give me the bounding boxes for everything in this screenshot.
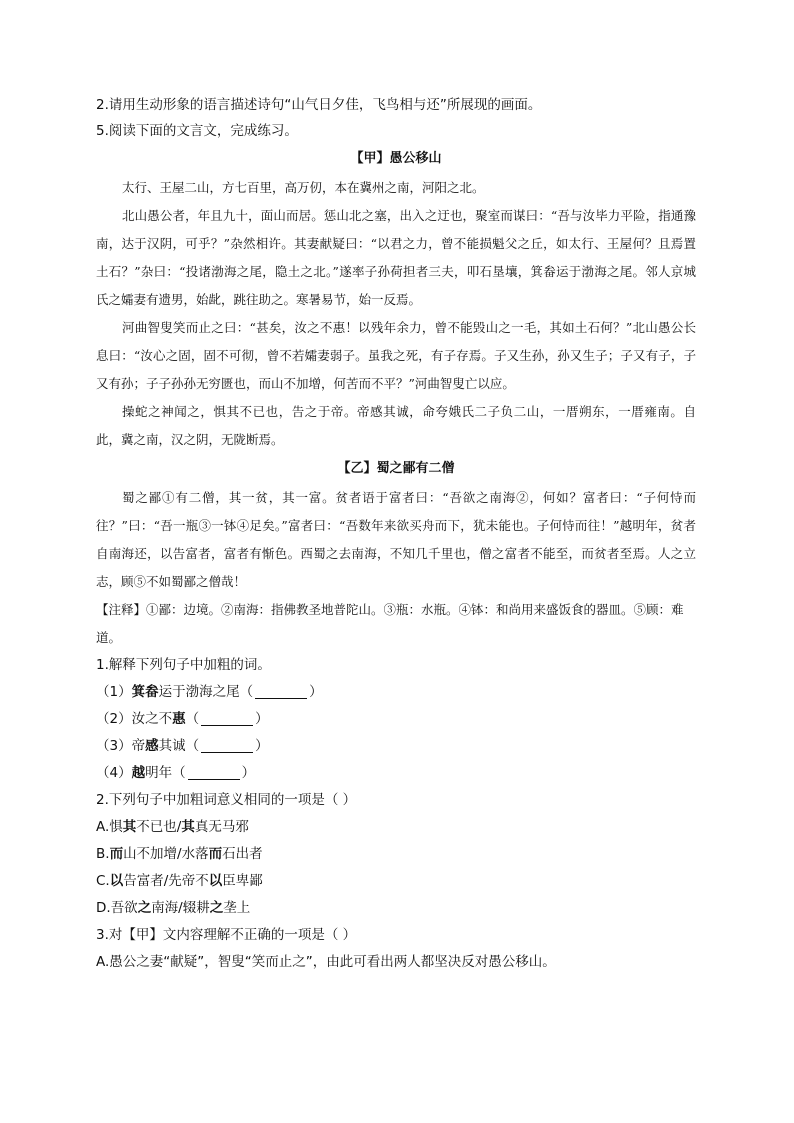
option-label: D. bbox=[96, 900, 111, 916]
question-5-heading: 5.阅读下面的文言文，完成练习。 bbox=[96, 123, 298, 139]
q1-item-text: 其诚（ bbox=[158, 738, 200, 754]
option-label: C. bbox=[96, 873, 110, 889]
q1-item-number: （3） bbox=[96, 738, 132, 754]
q1-item-text: 运于渤海之尾（ bbox=[158, 684, 254, 700]
q1-item-number: （1） bbox=[96, 684, 132, 700]
bold-word: 而 bbox=[208, 846, 223, 862]
q1-item-close: ） bbox=[255, 738, 269, 754]
q1-item-number: （2） bbox=[96, 711, 132, 727]
option-text: 山不加增/水落 bbox=[123, 846, 209, 862]
option-label: B. bbox=[96, 846, 110, 862]
q1-item bbox=[96, 733, 696, 760]
q1-item-pre: 帝 bbox=[131, 738, 146, 754]
q2-option-c[interactable] bbox=[96, 868, 696, 895]
q1-bold-word: 箕畚 bbox=[131, 684, 159, 700]
passage-a-title: 【甲】愚公移山 bbox=[350, 151, 442, 166]
q1-item-number: （4） bbox=[96, 765, 132, 781]
bold-word: 其 bbox=[181, 819, 195, 835]
q1-item bbox=[96, 760, 696, 787]
q1-item bbox=[96, 706, 696, 733]
option-text: 惧 bbox=[109, 819, 123, 835]
q2-option-b[interactable] bbox=[96, 841, 696, 868]
passage-a-paragraph: 太行、王屋二山，方七百里，高万仞，本在冀州之南，河阳之北。 bbox=[122, 180, 485, 195]
question-2-poem: 2.请用生动形象的语言描述诗句“山气日夕佳，飞鸟相与还”所展现的画面。 bbox=[96, 97, 542, 113]
q1-item-close: ） bbox=[255, 711, 269, 727]
bold-word: 之 bbox=[137, 900, 152, 916]
option-text: 不已也/ bbox=[136, 819, 182, 835]
q1-item-text: （ bbox=[185, 711, 200, 727]
q2-option-d[interactable] bbox=[96, 895, 696, 922]
q1-item-close: ） bbox=[309, 684, 323, 700]
q1-bold-word: 感 bbox=[145, 738, 159, 754]
q3-option-a[interactable]: A.愚公之妻“献疑”，智叟“笑而止之”，由此可看出两人都坚决反对愚公移山。 bbox=[96, 954, 556, 970]
q1-bold-word: 越 bbox=[131, 765, 146, 781]
bold-word: 而 bbox=[109, 846, 124, 862]
q1-item-text: 明年（ bbox=[145, 765, 186, 781]
answer-blank[interactable] bbox=[188, 767, 240, 780]
q1-item bbox=[96, 679, 696, 706]
passage-b-paragraph: 蜀之鄙①有二僧，其一贫，其一富。贫者语于富者曰：“吾欲之南海②，何如？富者曰：“子何恃而往？”曰：“吾一瓶③一钵④足矣。”富者曰：“吾数年来欲买舟而下，犹未能也。子何恃而往！”越明年，贫者自南海还，以告富者，富者有惭色。西蜀之去南海，不知几千里也，僧之富者不能至，而贫者至焉。人之立志，顾⑤不如蜀鄙之僧哉！ bbox=[96, 490, 696, 589]
q2-option-a[interactable] bbox=[96, 814, 696, 841]
option-text: 石出者 bbox=[222, 846, 263, 862]
option-text: 吾欲 bbox=[110, 900, 138, 916]
passage-a-paragraph: 操蛇之神闻之，惧其不已也，告之于帝。帝感其诚，命夸娥氏二子负二山，一厝朔东，一厝雍南。自此，冀之南，汉之阴，无陇断焉。 bbox=[96, 404, 696, 447]
passage-b-title: 【乙】蜀之鄙有二僧 bbox=[337, 461, 455, 476]
passage-a-paragraph: 北山愚公者，年且九十，面山而居。惩山北之塞，出入之迂也，聚室而谋曰：“吾与汝毕力平险，指通豫南，达于汉阴，可乎？”杂然相许。其妻献疑曰：“以君之力，曾不能损魁父之丘，如太行、王屋何？且焉置土石？”杂曰：“投诸渤海之尾，隐土之北。”遂率子孙荷担者三夫，叩石垦壤，箕畚运于渤海之尾。邻人京城氏之孀妻有遗男，始龀，跳往助之。寒暑易节，始一反焉。 bbox=[96, 208, 696, 307]
passage-b-notes: 【注释】①鄙：边境。②南海：指佛教圣地普陀山。③瓶：水瓶。④钵：和尚用来盛饭食的器皿。⑤顾：难道。 bbox=[96, 602, 684, 645]
q1-bold-word: 惠 bbox=[172, 711, 186, 727]
q1-item-close: ） bbox=[241, 765, 256, 781]
answer-blank[interactable] bbox=[255, 686, 307, 699]
option-text: 臣卑鄙 bbox=[222, 873, 263, 889]
bold-word: 以 bbox=[208, 873, 223, 889]
q3-stem: 3.对【甲】文内容理解不正确的一项是（ ） bbox=[96, 927, 357, 943]
answer-blank[interactable] bbox=[201, 740, 253, 753]
option-label: A. bbox=[96, 819, 110, 835]
option-text: 垄上 bbox=[223, 900, 251, 916]
option-text: 告富者/先帝不 bbox=[123, 873, 209, 889]
option-text: 南海/辍耕 bbox=[151, 900, 210, 916]
bold-word: 其 bbox=[122, 819, 137, 835]
bold-word: 以 bbox=[109, 873, 124, 889]
document-content bbox=[96, 92, 696, 976]
q2-stem: 2.下列句子中加粗词意义相同的一项是（ ） bbox=[96, 792, 357, 808]
q1-stem: 1.解释下列句子中加粗的词。 bbox=[96, 657, 271, 673]
answer-blank[interactable] bbox=[201, 713, 253, 726]
passage-a-paragraph: 河曲智叟笑而止之曰：“甚矣，汝之不惠！以残年余力，曾不能毁山之一毛，其如土石何？”北山愚公长息曰：“汝心之固，固不可彻，曾不若孀妻弱子。虽我之死，有子存焉。子又生孙，孙又生子；子又有子，子又有孙；子子孙孙无穷匮也，而山不加增，何苦而不平？”河曲智叟亡以应。 bbox=[96, 320, 696, 391]
bold-word: 之 bbox=[209, 900, 224, 916]
q1-item-pre: 汝之不 bbox=[131, 711, 173, 727]
option-text: 真无马邪 bbox=[194, 819, 249, 835]
